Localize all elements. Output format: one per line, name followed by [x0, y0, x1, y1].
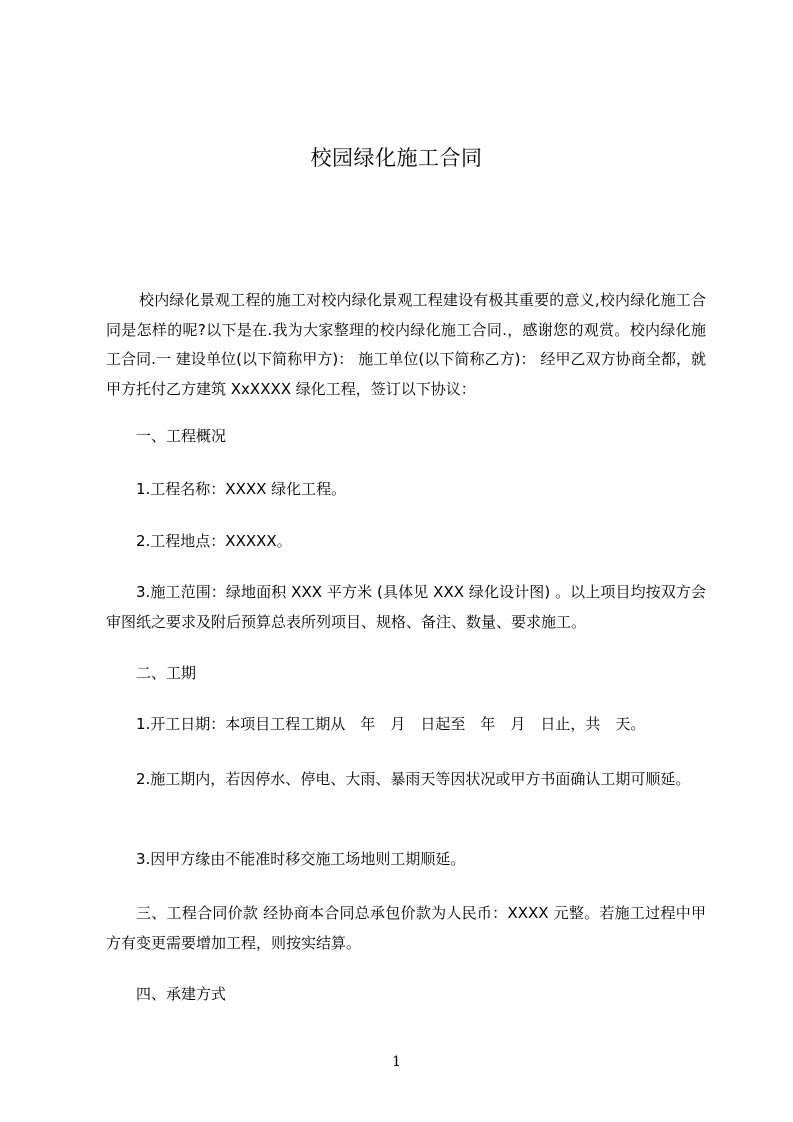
schedule-extension-item: 2.施工期内，若因停水、停电、大雨、暴雨天等因状况或甲方书面确认工期可顺延。 — [136, 770, 691, 788]
document-title: 校园绿化施工合同 — [310, 146, 483, 170]
contract-price-paragraph: 三、工程合同价款 经协商本合同总承包价款为人民币：XXXX 元整。若施工过程中甲方有变更需要增加工程，则按实结算。 — [106, 904, 706, 952]
section-heading-construction-method: 四、承建方式 — [136, 985, 227, 1003]
page-number: 1 — [392, 1054, 401, 1070]
section-heading-overview: 一、工程概况 — [136, 427, 227, 445]
construction-scope-item: 3.施工范围：绿地面积 XXX 平方米 (具体见 XXX 绿化设计图) 。以上项目均按双方会审图纸之要求及附后预算总表所列项目、规格、备注、数量、要求施工。 — [106, 583, 706, 631]
project-name-item: 1.工程名称：XXXX 绿化工程。 — [136, 480, 347, 498]
site-handover-item: 3.因甲方缘由不能准时移交施工场地则工期顺延。 — [136, 850, 466, 868]
start-date-item: 1.开工日期：本项目工程工期从 年 月 日起至 年 月 日止，共 天。 — [136, 715, 646, 733]
project-location-item: 2.工程地点：XXXXX。 — [136, 532, 292, 550]
intro-paragraph: 校内绿化景观工程的施工对校内绿化景观工程建设有极其重要的意义,校内绿化施工合同是怎样的呢?以下是在.我为大家整理的校内绿化施工合同.，感谢您的观赏。校内绿化施工合同.一 建设单位(以下简称甲方)： 施工单位(以下简称乙方)： 经甲乙双方协商全都，就甲方托付乙方建筑 XxXXXX 绿化工程，签订以下协议： — [106, 291, 707, 398]
section-heading-schedule: 二、工期 — [136, 664, 197, 682]
